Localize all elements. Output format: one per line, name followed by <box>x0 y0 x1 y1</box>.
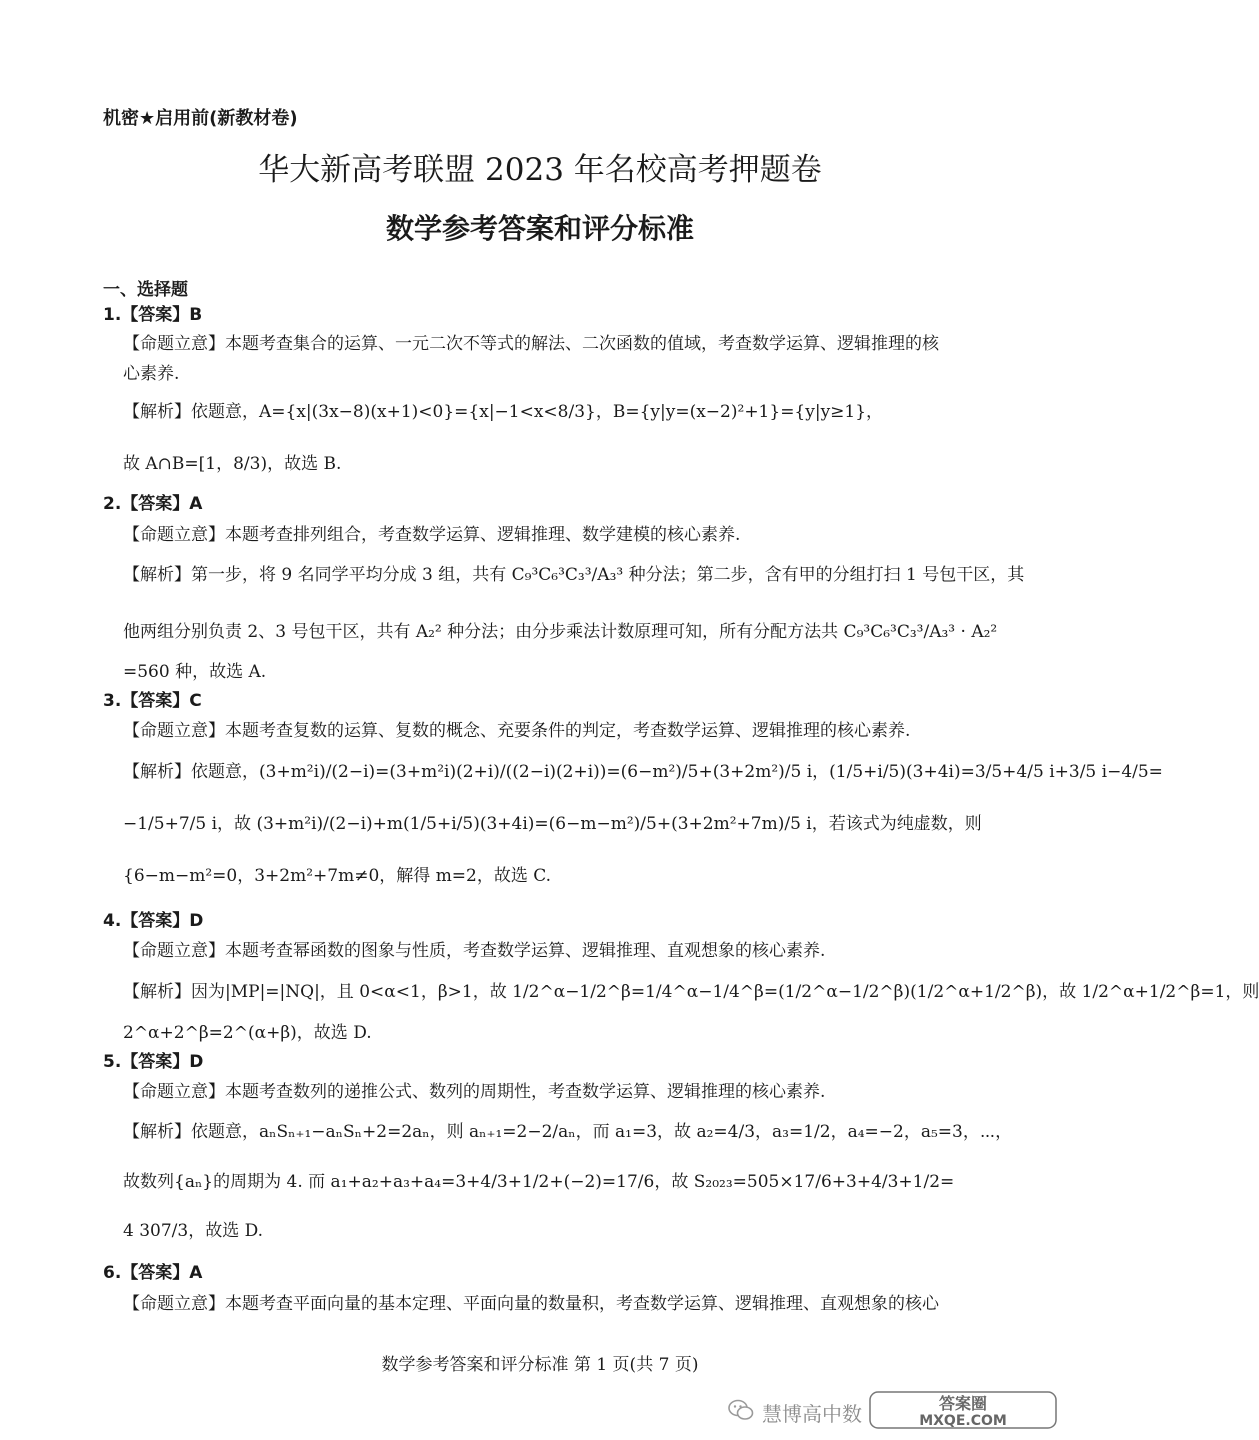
text-line: 【解析】第一步，将 9 名同学平均分成 3 组，共有 C₉³C₆³C₃³/A₃³ 种分法；第二步，含有甲的分组打扫 1 号包干区，其 <box>123 565 1025 585</box>
text-line: 【解析】依题意，aₙSₙ₊₁−aₙSₙ+2=2aₙ，则 aₙ₊₁=2−2/aₙ，而 a₁=3，故 a₂=4/3，a₃=1/2，a₄=−2，a₅=3，⋯， <box>123 1122 1013 1142</box>
text-line: 【命题立意】本题考查平面向量的基本定理、平面向量的数量积，考查数学运算、逻辑推理、直观想象的核心 <box>123 1294 939 1314</box>
text-line: 故数列{aₙ}的周期为 4. 而 a₁+a₂+a₃+a₄=3+4/3+1/2+(−2)=17/6，故 S₂₀₂₃=505×17/6+3+4/3+1/2= <box>123 1172 955 1192</box>
logo-top-text: 答案圈 <box>938 1394 988 1413</box>
text-line: =560 种，故选 A. <box>123 662 267 682</box>
text-line: {6−m−m²=0，3+2m²+7m≠0，解得 m=2，故选 C. <box>123 866 552 886</box>
page-footer: 数学参考答案和评分标准 第 1 页(共 7 页) <box>381 1355 699 1375</box>
answer-line: 4.【答案】D <box>103 911 204 931</box>
text-line: 【命题立意】本题考查集合的运算、一元二次不等式的解法、二次函数的值域，考查数学运算、逻辑推理的核 <box>123 334 939 354</box>
text-line: 2^α+2^β=2^(α+β)，故选 D. <box>123 1023 372 1043</box>
watermark-text: 慧博高中数 <box>762 1402 862 1426</box>
wechat-icon <box>728 1398 754 1422</box>
text-line: 【命题立意】本题考查数列的递推公式、数列的周期性，考查数学运算、逻辑推理的核心素养. <box>123 1082 826 1102</box>
text-line: 【命题立意】本题考查复数的运算、复数的概念、充要条件的判定，考查数学运算、逻辑推理的核心素养. <box>123 721 911 741</box>
logo-bottom-text: MXQE.COM <box>919 1413 1007 1429</box>
answer-line: 6.【答案】A <box>103 1263 203 1283</box>
answer-line: 3.【答案】C <box>103 691 202 711</box>
text-line: 【解析】因为|MP|=|NQ|，且 0<α<1，β>1，故 1/2^α−1/2^β=1/4^α−1/4^β=(1/2^α−1/2^β)(1/2^α+1/2^β)，故 1/2^α+1/2^β=1，则 <box>123 982 1259 1002</box>
text-line: 【命题立意】本题考查幂函数的图象与性质，考查数学运算、逻辑推理、直观想象的核心素养. <box>123 941 826 961</box>
text-line: 他两组分别负责 2、3 号包干区，共有 A₂² 种分法；由分步乘法计数原理可知，所有分配方法共 C₉³C₆³C₃³/A₃³ · A₂² <box>123 622 998 642</box>
page-title: 华大新高考联盟 2023 年名校高考押题卷 <box>258 152 822 188</box>
text-line: 心素养. <box>123 364 180 384</box>
answer-line: 1.【答案】B <box>103 305 203 325</box>
text-line: 【命题立意】本题考查排列组合，考查数学运算、逻辑推理、数学建模的核心素养. <box>123 525 741 545</box>
text-line: −1/5+7/5 i，故 (3+m²i)/(2−i)+m(1/5+i/5)(3+4i)=(6−m−m²)/5+(3+2m²+7m)/5 i，若该式为纯虚数，则 <box>123 814 982 834</box>
text-line: 【解析】依题意，(3+m²i)/(2−i)=(3+m²i)(2+i)/((2−i)(2+i))=(6−m²)/5+(3+2m²)/5 i，(1/5+i/5)(3+4i)=3/5+4/5 i+3/5 i−4/5= <box>123 762 1163 782</box>
text-line: 4 307/3，故选 D. <box>123 1221 264 1241</box>
section-title: 一、选择题 <box>103 280 188 300</box>
text-line: 【解析】依题意，A={x|(3x−8)(x+1)<0}={x|−1<x<8/3}，B={y|y=(x−2)²+1}={y|y≥1}， <box>123 402 884 422</box>
answer-line: 5.【答案】D <box>103 1052 204 1072</box>
confidential-mark: 机密★启用前(新教材卷) <box>103 108 298 129</box>
text-line: 故 A∩B=[1，8/3)，故选 B. <box>123 454 342 474</box>
page-subtitle: 数学参考答案和评分标准 <box>385 212 694 245</box>
answer-circle-logo <box>868 1390 1058 1430</box>
answer-line: 2.【答案】A <box>103 494 203 514</box>
watermark <box>728 1392 1058 1430</box>
